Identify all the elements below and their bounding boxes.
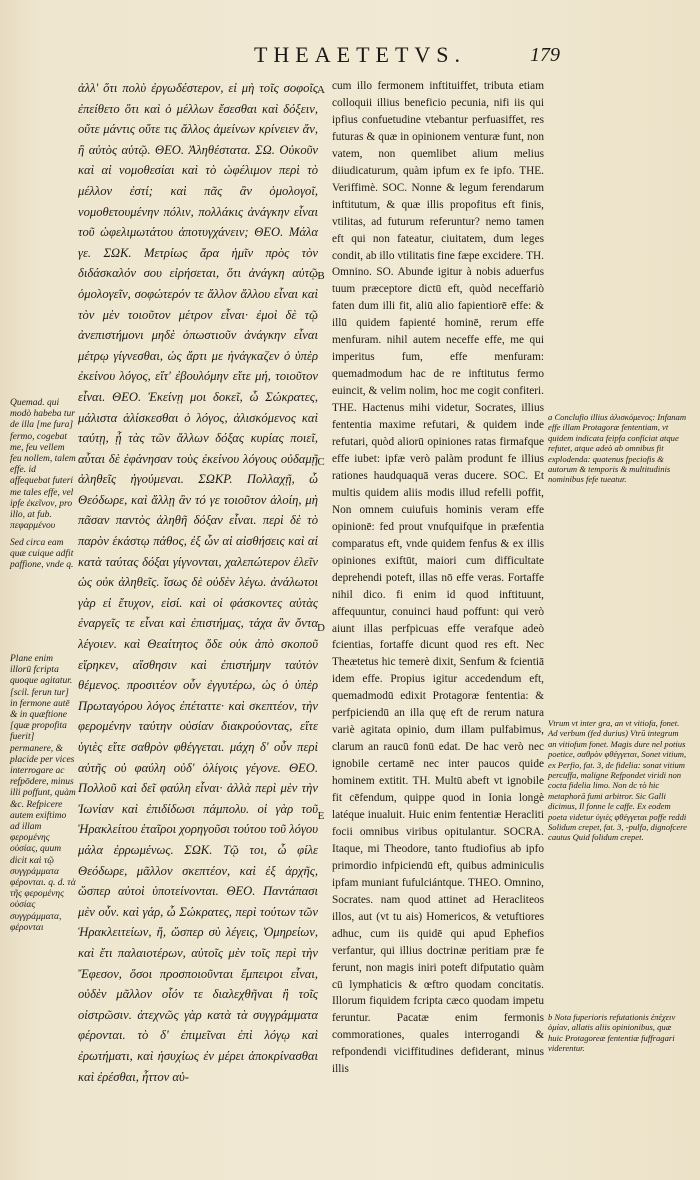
left-margin-text: Sed circa eam quæ cuique adfit paffione, vnde q.	[10, 538, 74, 571]
left-margin-note-3	[10, 654, 76, 934]
right-margin-note-b	[548, 1012, 688, 1054]
greek-column	[78, 78, 318, 1138]
running-head: THEAETETVS.	[253, 42, 467, 67]
section-letter-a: A	[317, 84, 325, 96]
right-margin-text: a Conclufio illius ἀλισκόμενος: Infanam effe illam Protagoræ fententiam, vt quidem indicata feipfa conficiat atque refutet, atque adeò ab omnibus fit explodenda: quatenus fpeciofis & autorum & temporis & multitudinis nominibus fefe tueatur.	[548, 412, 687, 485]
left-margin-text: Plane enim illorū fcripta quoque agitatur. [scil. ferun tur] in fermone autē & in quæftione [quæ propofita fuerit] permanere, & placide per vices interrogare ac refpōdere, minus illi poffunt, quàm &c. Refpicere autem exiftimo ad illam φερομένης οὐσίας, quum dicit καὶ τῷ συγγράμματα φέρονται. q. d. τὰ τῆς φερομένης οὐσίας συγγράμματα, φέρονται	[10, 654, 76, 933]
right-margin-text: b Nota fuperioris refutationis ἐπέχειν ὁμίαν, allatis aliis opinionibus, quæ huic Protagoreæ fententiæ fuffragari viderentur.	[548, 1012, 676, 1054]
right-margin-note-c	[548, 718, 688, 843]
greek-text: ἀλλ' ὅτι πολὺ ἐργωδέστερον, εἰ μὴ τοῖς σοφοῖς ἐπείθετο ὅτι καὶ ὁ μέλλων ἔσεσθαι καὶ δόξειν, οὔτε μάντις οὔτε τις ἄλλος ἀμείνων κρίνειεν ἄν, ἢ αὐτὸς αὑτῷ. ΘΕΟ. Ἀληθέστατα. ΣΩ. Οὐκοῦν καὶ αἱ νομοθεσίαι καὶ τὸ ὠφέλιμον περὶ τὸ μέλλον ἐστί; καὶ πᾶς ἂν ὁμολογοῖ, νομοθετουμένην πόλιν, πολλάκις ἀνάγκην εἶναι τοῦ ὠφελιμωτάτου ἀποτυγχάνειν; ΘΕΟ. Μάλα γε. ΣΩΚ. Μετρίως ἄρα ἡμῖν πρὸς τὸν διδάσκαλόν σου εἰρήσεται, ὅτι ἀνάγκη αὐτῷ ὁμολογεῖν, σοφώτερόν τε ἄλλον ἄλλου εἶναι καὶ τὸν μὲν τοιοῦτον μέτρον εἶναι· ἐμοὶ δὲ τῷ ἀνεπιστήμονι μηδὲ ὁπωστιοῦν ἀνάγκην εἶναι μέτρῳ γίγνεσθαι, ὡς ἄρτι με ἠνάγκαζεν ὁ ὑπὲρ ἐκείνου λόγος, εἴτ' ἐβουλόμην εἴτε μή, τοιοῦτον εἶναι. ΘΕΟ. Ἐκείνῃ μοι δοκεῖ, ὦ Σώκρατες, μάλιστα ἁλίσκεσθαι ὁ λόγος, ἁλισκόμενος καὶ ταύτῃ, ᾗ τὰς τῶν ἄλλων δόξας κυρίας ποιεῖ, αὗται δὲ ἐφάνησαν τοὺς ἐκείνου λόγους οὐδαμῇ ἀληθεῖς ἡγούμεναι. ΣΩΚΡ. Πολλαχῇ, ὦ Θεόδωρε, καὶ ἄλλῃ ἂν τό γε τοιοῦτον ἁλοίη, μὴ πᾶσαν παντὸς ἀληθῆ δόξαν εἶναι. περὶ δὲ τὸ παρὸν ἑκάστῳ πάθος, ἐξ ὧν αἱ αἰσθήσεις καὶ αἱ κατὰ ταύτας δόξαι γίγνονται, χαλεπώτερον ἑλεῖν ὡς οὐκ ἀληθεῖς. ἴσως δὲ οὐδὲν λέγω. ἀνάλωτοι γὰρ εἰ ἔτυχον, εἰσί. καὶ οἱ φάσκοντες αὐτὰς ἐναργεῖς τε εἶναι καὶ ἐπιστήμας, τάχα ἂν ὄντα λέγοιεν. καὶ Θεαίτητος ὅδε οὐκ ἀπὸ σκοποῦ εἴρηκεν, αἴσθησιν καὶ ἐπιστήμην ταὐτὸν θέμενος. προσιτέον οὖν ἐγγυτέρω, ὡς ὁ ὑπὲρ Πρωταγόρου λόγος ἐπέταττε· καὶ σκεπτέον, τὴν φερομένην ταύτην οὐσίαν διακρούοντας, εἴτε ὑγιὲς εἴτε σαθρὸν φθέγγεται. μάχη δ' οὖν περὶ αὐτῆς οὐ φαύλη οὐδ' ὀλίγοις γέγονε. ΘΕΟ. Πολλοῦ καὶ δεῖ φαύλη εἶναι· ἀλλὰ περὶ μὲν τὴν Ἰωνίαν καὶ ἐπιδίδωσι πάμπολυ. οἱ γὰρ τοῦ Ἡρακλείτου ἑταῖροι χορηγοῦσι τούτου τοῦ λόγου μάλα ἐρρωμένως. ΣΩΚ. Τῷ τοι, ὦ φίλε Θεόδωρε, μᾶλλον σκεπτέον, καὶ ἐξ ἀρχῆς, ὥσπερ αὐτοὶ ὑποτείνονται. ΘΕΟ. Παντάπασι μὲν οὖν. καὶ γάρ, ὦ Σώκρατες, περὶ τούτων τῶν Ἡρακλειτείων, ἤ, ὥσπερ σὺ λέγεις, Ὁμηρείων, καὶ ἔτι παλαιοτέρων, αὐτοῖς μὲν τοῖς περὶ τὴν Ἔφεσον, ὅσοι προσποιοῦνται ἔμπειροι εἶναι, οὐδὲν μᾶλλον οἷόν τε διαλεχθῆναι ἢ τοῖς οἰστρῶσιν. ἀτεχνῶς γὰρ κατὰ τὰ συγγράμματα φέρονται. τὸ δ' ἐπιμεῖναι ἐπὶ λόγῳ καὶ ἐρωτήματι, καὶ ἡσυχίως ἐν μέρει ἀποκρίνασθαι καὶ ἐρέσθαι, ἧττον αὐ-	[78, 81, 318, 1084]
left-margin-text: Quemad. qui modò habeba tur de illa [me fura] fermo, cogebat me, feu vellem feu nollem, talem effe. id affequebat futeri me tales effe, vel ipfe ἐκεῖνον, pro illo, at fub. πεφαρμένου	[10, 398, 76, 532]
latin-column	[332, 78, 544, 1138]
section-letter-e: E	[317, 810, 325, 822]
left-margin-note-2	[10, 538, 76, 572]
page-number: 179	[530, 44, 560, 66]
latin-text: cum illo fermonem inftituiffet, tributa etiam colloquii illius beneficio pecunia, nifi iis qui ipfius confuetudine vtebantur perfuasiffet, res futuras & quæ in opinionem venturæ funt, non vatem, non quemlibet alium melius diiudicaturum, quàm ipfum ex fe ipfo. THE. Veriffimè. SOC. Nonne & legum ferendarum inftitutum, & quæ illis propofitus eft finis, vtilitas, ad futurum referuntur? nemo tamen eft qui non fateatur, ciuitatem, dum leges condit, ab illo vtilitatis fine fæpe excidere. TH. Omnino. SO. Abunde igitur à nobis aduerfus tuum præceptore dictū eft, quòd neceffariò faten dum illi fit, aliū alio fapientiorē effe: & illū quidem fapienté hominē, rerum effe menfuram. nihil autem neceffe effe, me qui imperitus fum, effe menfuram: quemadmodum hac de re inftitutus fermo euincit, & velim nolim, hoc me cogit confiteri. THE. Hactenus mihi videtur, Socrates, illius fententia maxime refutari, & quidem inde refutari, quòd aliorū opiniones ratas firmafque effe iubet: ipfæ verò palàm produnt fe illius rationes haudquaquā veras ducere. SOC. Et multis quidem aliis modis illud refelli poffit, Non omnem cuiufuis hominis veram effe opinionē: fed prout vnufquifque in præfentia comparatus eft, vnde quidem fenfus & ex illis opiniones exiftūt, maiori cum difficultate deprehendi poteft, illas nō effe veras. Fortaffe nihil dico. fi enim id quod inftituunt, affequuntur, conuinci haud poffunt: qui verò aiunt illas perfpicuas effe verafque adeò fcientias, fortaffe dicunt quod res eft. Nec Theætetus hic temerè dixit, Senfum & fcientiā idem effe. Propius igitur accedendum eft, quemadmodū edixit Protagoræ fententia: & perfpiciendū an illa quę eft de rerum natura variè agitata opinio, dum illam pulfabimus, clarum an raucū fonū edat. De hac verò nec ignobile certamē nec inter paucos quide hominem extitit. TH. Multū abeft vt ignobile fit cēfendum, quippe quod in Ionia longè latéque inualuit. Huic enim fententiæ Heracliti focii omnibus viribus opitulantur. SOCRA. Itaque, mi Theodore, tanto ftudiofius ab ipfo primordio infpiciendū eft, quibus adminiculis ipfam muniant fufulciántque. THEO. Omnino, Socrates. nam quod attinet ad Heracliteos illos, aut (vt tu ais) Homericos, & vetuftiores adhuc, cum iis quidē qui apud Ephefios verfantur, qui illius doctrinæ peritiam præ fe ferunt, non magis iniri poteft difputatio quàm cū lymphaticis & œftro quodam concitatis. Illorum fiquidem fcripta cæco quodam impetu feruntur. Pacatæ enim fermonis commorationes, quales interrogandi & refpondendi viciffitudines defiderant, minus illis	[332, 80, 544, 1076]
right-margin-note-a	[548, 412, 688, 485]
section-letter-d: D	[317, 622, 325, 634]
right-margin-text: Vtrum vt inter gra, an vt vitiofa, fonet. Ad verbum (fed durius) Vtrū integrum an vitiofum fonet. Magis dure nel potius poetice, σαθρὸν φθέγγεται, Sonet vitium, ex Perfio, fat. 3, de fidelia: sonat vitium percuffa, maligne Refpondet viridi non cocta fidelia limo. Non dc τὸ hic metaphorā fumi arbitror. Sic Galli dicimus, Il fonne le caffe. Ex eodem poeta videtur ὑγιὲς φθέγγεται poffe reddi Solidum crepet, fat. 3, -pulfa, dignofcere cautus Quid folidum crepet.	[548, 718, 687, 843]
section-letter-b: B	[317, 270, 325, 282]
left-margin-note-1	[10, 398, 76, 532]
section-letter-c: C	[317, 456, 325, 468]
